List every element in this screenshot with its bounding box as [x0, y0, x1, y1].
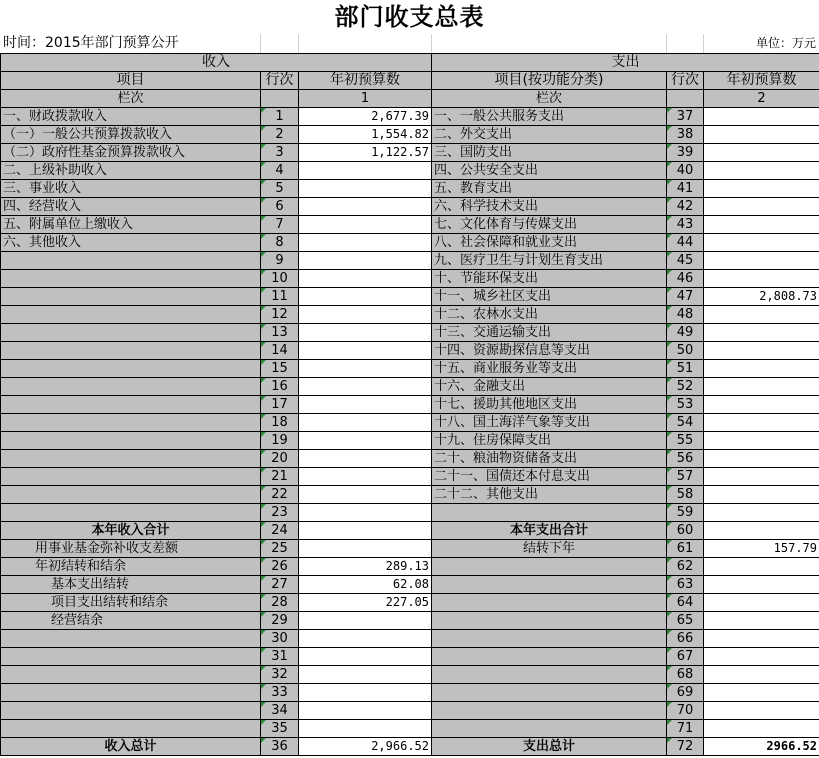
- income-budget-cell[interactable]: [299, 468, 432, 486]
- income-row-no-cell[interactable]: 35: [261, 720, 299, 738]
- col-label: 栏次: [1, 90, 261, 108]
- expense-budget-cell[interactable]: 2966.52: [704, 738, 819, 756]
- income-item-cell[interactable]: [1, 450, 261, 468]
- income-budget-cell[interactable]: 289.13: [299, 558, 432, 576]
- expense-row-no-cell[interactable]: 52: [667, 378, 704, 396]
- table-row: [1, 738, 819, 756]
- expense-budget-cell[interactable]: [704, 702, 819, 720]
- income-row-no-cell[interactable]: 22: [261, 486, 299, 504]
- expense-row-no-cell[interactable]: 41: [667, 180, 704, 198]
- income-item-cell[interactable]: [1, 666, 261, 684]
- income-row-no-cell[interactable]: 2: [261, 126, 299, 144]
- expense-item-cell[interactable]: 十七、援助其他地区支出: [432, 396, 667, 414]
- income-budget-cell[interactable]: 227.05: [299, 594, 432, 612]
- expense-item-cell[interactable]: 二十一、国债还本付息支出: [432, 468, 667, 486]
- income-row-no-cell[interactable]: 12: [261, 306, 299, 324]
- income-budget-cell[interactable]: [299, 360, 432, 378]
- expense-budget-cell[interactable]: [704, 612, 819, 630]
- budget-header: 年初预算数: [299, 72, 432, 90]
- page-title: 部门收支总表: [334, 2, 485, 31]
- income-item-cell[interactable]: [1, 288, 261, 306]
- income-item-cell[interactable]: [1, 684, 261, 702]
- table-row: [1, 504, 819, 522]
- expense-row-no-cell[interactable]: 65: [667, 612, 704, 630]
- expense-row-no-cell[interactable]: 60: [667, 522, 704, 540]
- income-item-cell[interactable]: 五、附属单位上缴收入: [1, 216, 261, 234]
- table-row: [1, 126, 819, 144]
- expense-budget-cell[interactable]: [704, 720, 819, 738]
- income-item-cell[interactable]: 基本支出结转: [1, 576, 261, 594]
- table-row: [1, 486, 819, 504]
- income-row-no-cell[interactable]: 8: [261, 234, 299, 252]
- income-row-no-cell[interactable]: 16: [261, 378, 299, 396]
- expense-item-cell[interactable]: 十九、住房保障支出: [432, 432, 667, 450]
- expense-budget-cell[interactable]: [704, 126, 819, 144]
- income-row-no-cell[interactable]: 4: [261, 162, 299, 180]
- expense-budget-cell[interactable]: [704, 216, 819, 234]
- income-budget-cell[interactable]: [299, 234, 432, 252]
- expense-header: 支出: [432, 54, 819, 72]
- unit-label: 单位：万元: [755, 36, 816, 50]
- income-item-cell[interactable]: 二、上级补助收入: [1, 162, 261, 180]
- table-row: [1, 432, 819, 450]
- income-item-cell[interactable]: [1, 252, 261, 270]
- income-row-no-cell[interactable]: 10: [261, 270, 299, 288]
- item-func-header: 项目(按功能分类): [432, 72, 667, 90]
- expense-budget-cell[interactable]: [704, 486, 819, 504]
- income-budget-cell[interactable]: 2,677.39: [299, 108, 432, 126]
- income-row-no-cell[interactable]: 19: [261, 432, 299, 450]
- income-budget-cell[interactable]: [299, 684, 432, 702]
- expense-budget-cell[interactable]: [704, 108, 819, 126]
- expense-budget-cell[interactable]: [704, 432, 819, 450]
- expense-budget-cell[interactable]: [704, 504, 819, 522]
- income-budget-cell[interactable]: 1,554.82: [299, 126, 432, 144]
- expense-item-cell[interactable]: 本年支出合计: [432, 522, 667, 540]
- expense-budget-cell[interactable]: [704, 396, 819, 414]
- income-item-cell[interactable]: [1, 702, 261, 720]
- income-item-cell[interactable]: 本年收入合计: [1, 522, 261, 540]
- table-row: [1, 468, 819, 486]
- expense-budget-cell[interactable]: [704, 342, 819, 360]
- expense-item-cell[interactable]: 六、科学技术支出: [432, 198, 667, 216]
- expense-item-cell[interactable]: 三、国防支出: [432, 144, 667, 162]
- income-item-cell[interactable]: 用事业基金弥补收支差额: [1, 540, 261, 558]
- gridline: [431, 34, 432, 53]
- expense-budget-cell[interactable]: [704, 576, 819, 594]
- income-budget-cell[interactable]: [299, 378, 432, 396]
- table-row: [1, 450, 819, 468]
- income-budget-cell[interactable]: [299, 648, 432, 666]
- income-item-cell[interactable]: [1, 306, 261, 324]
- expense-budget-cell[interactable]: [704, 558, 819, 576]
- expense-row-no-cell[interactable]: 61: [667, 540, 704, 558]
- table-row: [1, 360, 819, 378]
- expense-item-cell[interactable]: [432, 594, 667, 612]
- income-budget-cell[interactable]: [299, 342, 432, 360]
- row-no-header: 行次: [261, 72, 299, 90]
- expense-row-no-cell[interactable]: 45: [667, 252, 704, 270]
- expense-budget-cell[interactable]: [704, 684, 819, 702]
- expense-budget-cell[interactable]: [704, 468, 819, 486]
- gridline: [666, 34, 667, 53]
- income-row-no-cell[interactable]: 7: [261, 216, 299, 234]
- expense-item-cell[interactable]: [432, 720, 667, 738]
- table-row: [1, 288, 819, 306]
- table-row: [1, 270, 819, 288]
- col-empty: [261, 90, 299, 108]
- expense-item-cell[interactable]: 结转下年: [432, 540, 667, 558]
- income-item-cell[interactable]: 经营结余: [1, 612, 261, 630]
- income-budget-cell[interactable]: [299, 198, 432, 216]
- time-label: 时间：2015年部门预算公开: [3, 35, 179, 51]
- expense-row-no-cell[interactable]: 44: [667, 234, 704, 252]
- table-row: [1, 594, 819, 612]
- income-budget-cell[interactable]: [299, 162, 432, 180]
- row-no-header: 行次: [667, 72, 704, 90]
- expense-item-cell[interactable]: 十六、金融支出: [432, 378, 667, 396]
- expense-budget-cell[interactable]: [704, 378, 819, 396]
- income-item-cell[interactable]: 四、经营收入: [1, 198, 261, 216]
- income-row-no-cell[interactable]: 32: [261, 666, 299, 684]
- income-item-cell[interactable]: （二）政府性基金预算拨款收入: [1, 144, 261, 162]
- table-row: [1, 702, 819, 720]
- expense-row-no-cell[interactable]: 62: [667, 558, 704, 576]
- income-row-no-cell[interactable]: 30: [261, 630, 299, 648]
- expense-item-cell[interactable]: [432, 648, 667, 666]
- expense-budget-cell[interactable]: [704, 648, 819, 666]
- income-item-cell[interactable]: 一、财政拨款收入: [1, 108, 261, 126]
- expense-row-no-cell[interactable]: 67: [667, 648, 704, 666]
- expense-budget-cell[interactable]: [704, 666, 819, 684]
- income-header: 收入: [1, 54, 432, 72]
- income-item-cell[interactable]: [1, 720, 261, 738]
- expense-row-no-cell[interactable]: 64: [667, 594, 704, 612]
- expense-row-no-cell[interactable]: 58: [667, 486, 704, 504]
- expense-row-no-cell[interactable]: 68: [667, 666, 704, 684]
- expense-item-cell[interactable]: 十八、国土海洋气象等支出: [432, 414, 667, 432]
- income-row-no-cell[interactable]: 27: [261, 576, 299, 594]
- income-item-cell[interactable]: [1, 360, 261, 378]
- income-item-cell[interactable]: [1, 396, 261, 414]
- table-row: [1, 378, 819, 396]
- table-row: [1, 576, 819, 594]
- income-item-cell[interactable]: [1, 414, 261, 432]
- expense-item-cell[interactable]: [432, 504, 667, 522]
- expense-budget-cell[interactable]: [704, 180, 819, 198]
- income-row-no-cell[interactable]: 13: [261, 324, 299, 342]
- expense-budget-cell[interactable]: 157.79: [704, 540, 819, 558]
- expense-row-no-cell[interactable]: 40: [667, 162, 704, 180]
- table-row: [1, 306, 819, 324]
- table-row: [1, 396, 819, 414]
- expense-row-no-cell[interactable]: 47: [667, 288, 704, 306]
- item-header: 项目: [1, 72, 261, 90]
- income-item-cell[interactable]: [1, 504, 261, 522]
- income-item-cell[interactable]: 年初结转和结余: [1, 558, 261, 576]
- income-budget-cell[interactable]: [299, 180, 432, 198]
- income-item-cell[interactable]: 三、事业收入: [1, 180, 261, 198]
- expense-row-no-cell[interactable]: 48: [667, 306, 704, 324]
- budget-header: 年初预算数: [704, 72, 819, 90]
- expense-row-no-cell[interactable]: 42: [667, 198, 704, 216]
- income-budget-cell[interactable]: [299, 522, 432, 540]
- col-label: 栏次: [432, 90, 667, 108]
- table-row: [1, 414, 819, 432]
- table-row: [1, 216, 819, 234]
- expense-budget-cell[interactable]: [704, 594, 819, 612]
- income-row-no-cell[interactable]: 29: [261, 612, 299, 630]
- income-row-no-cell[interactable]: 31: [261, 648, 299, 666]
- income-row-no-cell[interactable]: 20: [261, 450, 299, 468]
- expense-row-no-cell[interactable]: 43: [667, 216, 704, 234]
- expense-budget-cell[interactable]: [704, 414, 819, 432]
- table-row: [1, 108, 819, 126]
- income-item-cell[interactable]: [1, 432, 261, 450]
- gridline: [703, 34, 704, 53]
- expense-item-cell[interactable]: 八、社会保障和就业支出: [432, 234, 667, 252]
- expense-row-no-cell[interactable]: 69: [667, 684, 704, 702]
- expense-row-no-cell[interactable]: 54: [667, 414, 704, 432]
- expense-item-cell[interactable]: 九、医疗卫生与计划生育支出: [432, 252, 667, 270]
- income-item-cell[interactable]: [1, 630, 261, 648]
- expense-row-no-cell[interactable]: 56: [667, 450, 704, 468]
- expense-row-no-cell[interactable]: 53: [667, 396, 704, 414]
- income-row-no-cell[interactable]: 23: [261, 504, 299, 522]
- expense-item-cell[interactable]: 十四、资源勘探信息等支出: [432, 342, 667, 360]
- expense-row-no-cell[interactable]: 37: [667, 108, 704, 126]
- income-budget-cell[interactable]: [299, 288, 432, 306]
- income-row-no-cell[interactable]: 25: [261, 540, 299, 558]
- income-row-no-cell[interactable]: 11: [261, 288, 299, 306]
- expense-budget-cell[interactable]: [704, 252, 819, 270]
- income-row-no-cell[interactable]: 18: [261, 414, 299, 432]
- table-row: [1, 630, 819, 648]
- expense-row-no-cell[interactable]: 46: [667, 270, 704, 288]
- income-item-cell[interactable]: [1, 270, 261, 288]
- table-row: [1, 180, 819, 198]
- table-row: [1, 198, 819, 216]
- expense-item-cell[interactable]: 二、外交支出: [432, 126, 667, 144]
- table-row: [1, 162, 819, 180]
- expense-budget-cell[interactable]: [704, 144, 819, 162]
- expense-row-no-cell[interactable]: 49: [667, 324, 704, 342]
- expense-item-cell[interactable]: 四、公共安全支出: [432, 162, 667, 180]
- income-item-cell[interactable]: [1, 468, 261, 486]
- income-row-no-cell[interactable]: 33: [261, 684, 299, 702]
- expense-item-cell[interactable]: 十五、商业服务业等支出: [432, 360, 667, 378]
- expense-row-no-cell[interactable]: 66: [667, 630, 704, 648]
- income-budget-cell[interactable]: [299, 432, 432, 450]
- income-row-no-cell[interactable]: 36: [261, 738, 299, 756]
- table-row: [1, 720, 819, 738]
- expense-budget-cell[interactable]: [704, 450, 819, 468]
- expense-budget-cell[interactable]: [704, 630, 819, 648]
- expense-row-no-cell[interactable]: 38: [667, 126, 704, 144]
- income-budget-cell[interactable]: [299, 396, 432, 414]
- expense-item-cell[interactable]: [432, 666, 667, 684]
- income-row-no-cell[interactable]: 24: [261, 522, 299, 540]
- table-row: [1, 522, 819, 540]
- income-item-cell[interactable]: [1, 486, 261, 504]
- income-item-cell[interactable]: [1, 324, 261, 342]
- col-number: 1: [299, 90, 432, 108]
- income-row-no-cell[interactable]: 17: [261, 396, 299, 414]
- expense-row-no-cell[interactable]: 55: [667, 432, 704, 450]
- income-item-cell[interactable]: [1, 378, 261, 396]
- expense-item-cell[interactable]: [432, 702, 667, 720]
- income-item-cell[interactable]: （一）一般公共预算拨款收入: [1, 126, 261, 144]
- income-item-cell[interactable]: 收入总计: [1, 738, 261, 756]
- income-item-cell[interactable]: 项目支出结转和结余: [1, 594, 261, 612]
- income-budget-cell[interactable]: [299, 486, 432, 504]
- expense-item-cell[interactable]: [432, 630, 667, 648]
- gridline: [260, 34, 261, 53]
- expense-budget-cell[interactable]: [704, 306, 819, 324]
- expense-budget-cell[interactable]: [704, 270, 819, 288]
- expense-item-cell[interactable]: 十、节能环保支出: [432, 270, 667, 288]
- meta-row: [0, 34, 819, 53]
- expense-budget-cell[interactable]: [704, 360, 819, 378]
- expense-row-no-cell[interactable]: 63: [667, 576, 704, 594]
- income-budget-cell[interactable]: [299, 306, 432, 324]
- expense-item-cell[interactable]: 五、教育支出: [432, 180, 667, 198]
- income-budget-cell[interactable]: [299, 612, 432, 630]
- income-item-cell[interactable]: [1, 342, 261, 360]
- expense-item-cell[interactable]: 十二、农林水支出: [432, 306, 667, 324]
- income-row-no-cell[interactable]: 1: [261, 108, 299, 126]
- table-row: [1, 558, 819, 576]
- income-row-no-cell[interactable]: 14: [261, 342, 299, 360]
- income-budget-cell[interactable]: [299, 504, 432, 522]
- expense-budget-cell[interactable]: [704, 234, 819, 252]
- income-budget-cell[interactable]: [299, 324, 432, 342]
- table-row: [1, 234, 819, 252]
- expense-row-no-cell[interactable]: 71: [667, 720, 704, 738]
- income-budget-cell[interactable]: 62.08: [299, 576, 432, 594]
- income-budget-cell[interactable]: 1,122.57: [299, 144, 432, 162]
- expense-item-cell[interactable]: [432, 612, 667, 630]
- income-budget-cell[interactable]: [299, 666, 432, 684]
- expense-item-cell[interactable]: [432, 576, 667, 594]
- table-row: [1, 684, 819, 702]
- income-row-no-cell[interactable]: 6: [261, 198, 299, 216]
- income-budget-cell[interactable]: [299, 414, 432, 432]
- income-budget-cell[interactable]: [299, 702, 432, 720]
- income-budget-cell[interactable]: [299, 720, 432, 738]
- expense-row-no-cell[interactable]: 57: [667, 468, 704, 486]
- income-budget-cell[interactable]: [299, 630, 432, 648]
- expense-item-cell[interactable]: 十一、城乡社区支出: [432, 288, 667, 306]
- col-number: 2: [704, 90, 819, 108]
- income-item-cell[interactable]: 六、其他收入: [1, 234, 261, 252]
- income-row-no-cell[interactable]: 3: [261, 144, 299, 162]
- table-row: [1, 342, 819, 360]
- income-budget-cell[interactable]: [299, 216, 432, 234]
- income-row-no-cell[interactable]: 26: [261, 558, 299, 576]
- expense-item-cell[interactable]: 二十二、其他支出: [432, 486, 667, 504]
- expense-budget-cell[interactable]: [704, 198, 819, 216]
- expense-item-cell[interactable]: [432, 684, 667, 702]
- expense-budget-cell[interactable]: [704, 324, 819, 342]
- income-budget-cell[interactable]: 2,966.52: [299, 738, 432, 756]
- expense-item-cell[interactable]: 支出总计: [432, 738, 667, 756]
- income-budget-cell[interactable]: [299, 270, 432, 288]
- table-row: [1, 252, 819, 270]
- income-row-no-cell[interactable]: 5: [261, 180, 299, 198]
- expense-row-no-cell[interactable]: 59: [667, 504, 704, 522]
- expense-budget-cell[interactable]: [704, 162, 819, 180]
- table-row: [1, 666, 819, 684]
- income-budget-cell[interactable]: [299, 450, 432, 468]
- expense-item-cell[interactable]: 二十、粮油物资储备支出: [432, 450, 667, 468]
- income-row-no-cell[interactable]: 15: [261, 360, 299, 378]
- expense-row-no-cell[interactable]: 70: [667, 702, 704, 720]
- expense-row-no-cell[interactable]: 39: [667, 144, 704, 162]
- income-budget-cell[interactable]: [299, 540, 432, 558]
- expense-item-cell[interactable]: 十三、交通运输支出: [432, 324, 667, 342]
- expense-row-no-cell[interactable]: 50: [667, 342, 704, 360]
- budget-table: [0, 53, 819, 756]
- income-row-no-cell[interactable]: 21: [261, 468, 299, 486]
- table-row: [1, 324, 819, 342]
- income-budget-cell[interactable]: [299, 252, 432, 270]
- expense-row-no-cell[interactable]: 51: [667, 360, 704, 378]
- col-empty: [667, 90, 704, 108]
- income-row-no-cell[interactable]: 34: [261, 702, 299, 720]
- expense-item-cell[interactable]: 七、文化体育与传媒支出: [432, 216, 667, 234]
- expense-budget-cell[interactable]: [704, 522, 819, 540]
- expense-item-cell[interactable]: 一、一般公共服务支出: [432, 108, 667, 126]
- income-row-no-cell[interactable]: 9: [261, 252, 299, 270]
- table-row: [1, 648, 819, 666]
- gridline: [298, 34, 299, 53]
- expense-budget-cell[interactable]: 2,808.73: [704, 288, 819, 306]
- income-row-no-cell[interactable]: 28: [261, 594, 299, 612]
- table-row: [1, 540, 819, 558]
- table-row: [1, 144, 819, 162]
- table-row: [1, 612, 819, 630]
- income-item-cell[interactable]: [1, 648, 261, 666]
- expense-item-cell[interactable]: [432, 558, 667, 576]
- expense-row-no-cell[interactable]: 72: [667, 738, 704, 756]
